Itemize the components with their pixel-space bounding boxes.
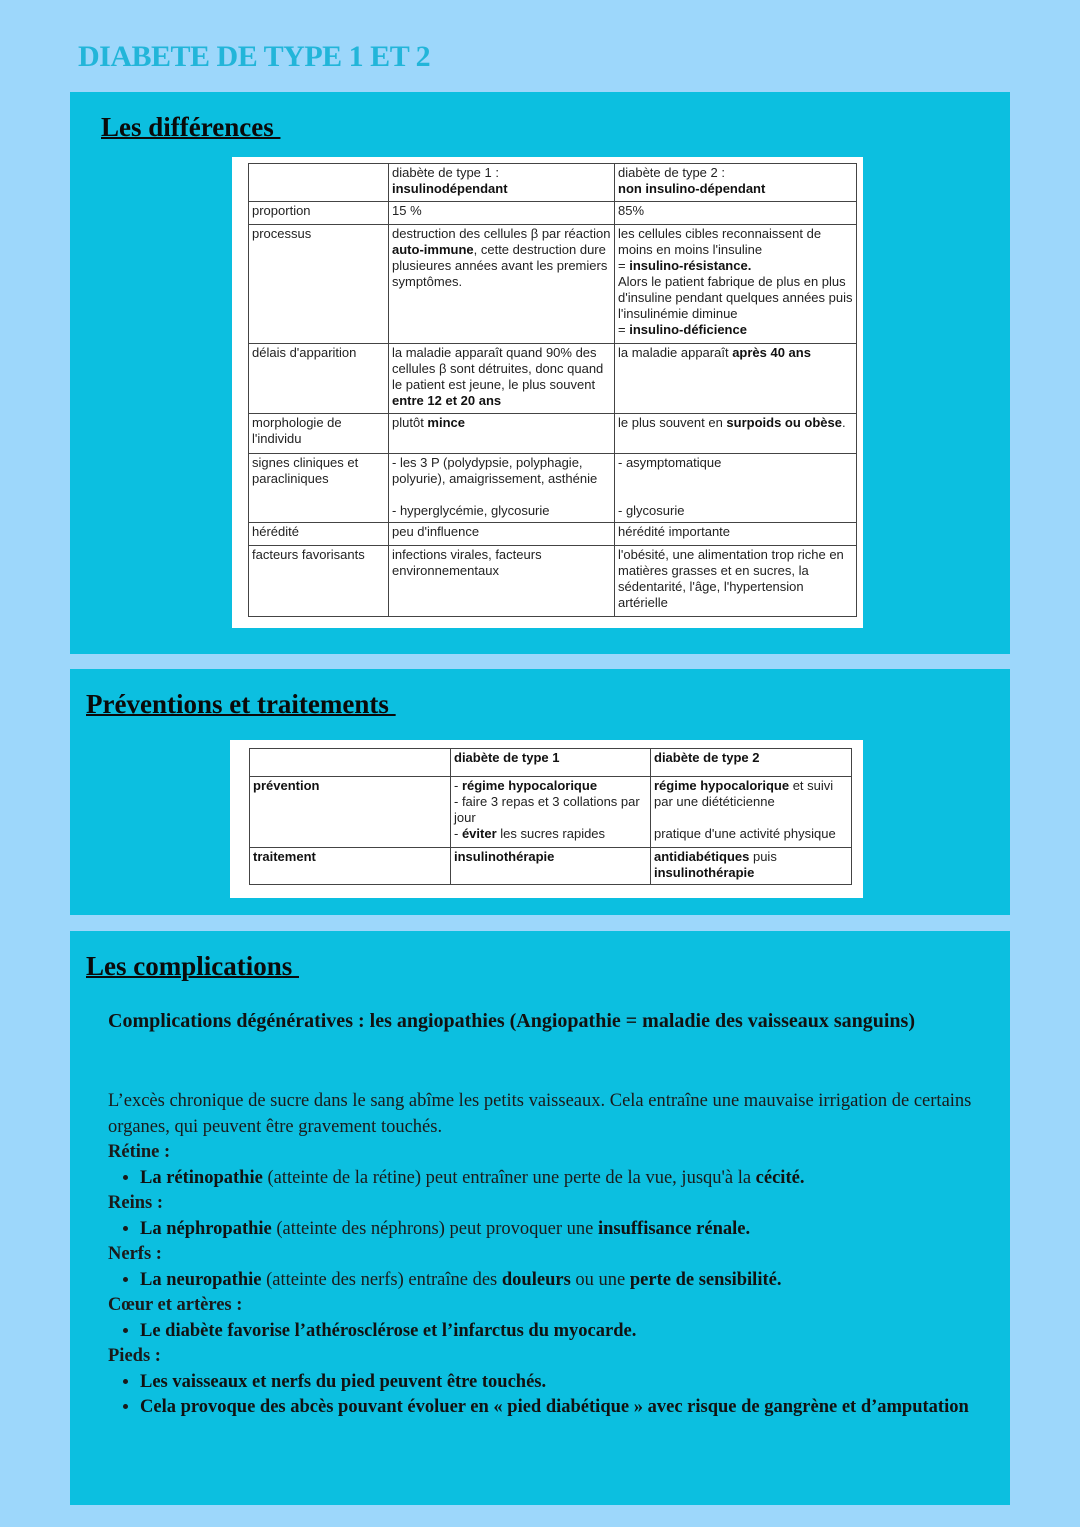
bold-text: entre 12 et 20 ans [392,393,502,408]
text-run: . [841,415,846,430]
bold-text: diabète de type 1 [454,750,560,765]
table-row [249,202,857,225]
table-cell [389,344,615,414]
row-label-cell [249,546,389,617]
text-run: hérédité [252,524,299,539]
text-run: infections virales, facteurs environnementaux [392,547,542,578]
row-label-cell [250,777,451,848]
table-row [249,523,857,546]
list-item [140,1319,998,1345]
section-label: Cœur et artères : [108,1295,243,1315]
bullet-list [108,1268,998,1294]
text-run: (atteinte des nerfs) entraîne des [261,1269,502,1290]
table-row [250,848,852,885]
table-cell [451,777,651,848]
complications-intro: L’excès chronique de sucre dans le sang abîme les petits vaisseaux. Cela entraîne une mauvaise irrigation de certains organes, qui peuvent être gravement touchés. [108,1091,972,1137]
bold-text: insulinothérapie [454,849,555,864]
table-cell [389,164,615,202]
text-run: diabète de type 1 : [392,165,499,180]
table-row [249,225,857,344]
text-run: 85% [618,203,645,218]
bullet-list [108,1217,998,1243]
bold-text: surpoids ou obèse [726,415,842,430]
text-run: , cette destruction dure plusieures années avant les premiers symptômes. [392,242,608,289]
table-cell [651,749,852,777]
complications-heading: Les complications [86,951,299,981]
differences-table [248,163,857,617]
list-item [140,1370,998,1396]
text-run: peu d'influence [392,524,480,539]
bold-text: diabète de type 2 [654,750,760,765]
table-cell [451,749,651,777]
row-label-cell [249,454,389,523]
text-run: processus [252,226,312,241]
text-run: proportion [252,203,311,218]
bold-text: antidiabétiques [654,849,750,864]
text-run: délais d'apparition [252,345,357,360]
bold-text: douleurs [501,1269,571,1290]
table-row [249,454,857,523]
text-run: signes cliniques et paracliniques [252,455,359,486]
list-item [140,1395,998,1421]
differences-panel [70,92,1010,654]
text-run: les sucres rapides [496,826,606,841]
text-run: (atteinte de la rétine) peut entraîner une perte de la vue, jusqu'à la [262,1167,756,1188]
text-run: plutôt [392,415,428,430]
row-label-cell [249,225,389,344]
preventions-table-image [230,740,863,898]
bold-text: auto-immune [392,242,474,257]
bold-text: Le diabète favorise l’athérosclérose et l’infarctus du myocarde. [140,1320,637,1341]
bold-text: La néphropathie [140,1218,272,1239]
table-row [249,344,857,414]
list-item [140,1166,998,1192]
section-label: Nerfs : [108,1244,162,1264]
bullet-list [108,1370,998,1421]
text-run: la maladie apparaît quand 90% des cellules β sont détruites, donc quand le patient est jeune, le plus souvent [392,345,604,392]
table-cell [615,202,857,225]
text-run: facteurs favorisants [252,547,365,562]
bold-text: mince [427,415,465,430]
bold-text: La rétinopathie [140,1167,263,1188]
bold-text: insuffisance rénale. [597,1218,751,1239]
table-header-row [249,164,857,202]
table-cell [389,225,615,344]
list-item [140,1268,998,1294]
text-run: et suivi par une diététicienne pratique d'une activité physique [654,778,836,841]
table-header-row [250,749,852,777]
complications-panel [70,931,1010,1505]
text-run: le plus souvent en [618,415,727,430]
bold-text: insulino-déficience [629,322,747,337]
bold-text: après 40 ans [732,345,811,360]
bullet-list [108,1166,998,1192]
table-cell [389,454,615,523]
complications-sections [108,1140,998,1421]
row-label-cell [249,344,389,414]
table-cell [615,546,857,617]
bold-text: éviter [461,826,497,841]
bold-text: insulino-résistance. [629,258,752,273]
text-run: - les 3 P (polydypsie, polyphagie, polyurie), amaigrissement, asthénie - hyperglycémie, glycosurie [392,455,598,518]
table-cell [389,546,615,617]
differences-table-image [232,157,863,628]
row-label-cell [249,164,389,202]
table-cell [615,454,857,523]
row-label-cell [249,202,389,225]
bold-text: Les vaisseaux et nerfs du pied peuvent être touchés. [140,1371,547,1392]
text-run: - [454,778,462,793]
text-run: 15 % [392,203,422,218]
row-label-cell [249,414,389,454]
bold-text: cécité. [755,1167,805,1188]
differences-heading: Les différences [101,112,281,142]
table-cell [615,164,857,202]
table-row [250,777,852,848]
table-cell [615,523,857,546]
table-row [249,546,857,617]
bold-text: La neuropathie [140,1269,262,1290]
section-label: Rétine : [108,1142,171,1162]
text-run: destruction des cellules β par réaction [392,226,611,241]
bold-text: insulinodépendant [392,181,508,196]
text-run: la maladie apparaît [618,345,733,360]
table-cell [615,414,857,454]
table-cell [651,777,852,848]
complications-body [108,1089,998,1421]
row-label-cell [250,848,451,885]
row-label-cell [249,523,389,546]
text-run: diabète de type 2 : [618,165,725,180]
text-run: (atteinte des néphrons) peut provoquer une [271,1218,598,1239]
bold-text: traitement [253,849,316,864]
bold-text: Cela provoque des abcès pouvant évoluer en « pied diabétique » avec risque de gangrène et d’amputation [140,1397,969,1417]
table-cell [651,848,852,885]
table-row [249,414,857,454]
list-item [140,1217,998,1243]
section-label: Pieds : [108,1346,161,1366]
table-cell [615,225,857,344]
preventions-table [249,748,852,885]
bold-text: régime hypocalorique [654,778,790,793]
row-label-cell [250,749,451,777]
bold-text: régime hypocalorique [461,778,598,793]
text-run: - faire 3 repas et 3 collations par jour - [454,794,640,841]
section-label: Reins : [108,1193,163,1213]
table-cell [451,848,651,885]
text-run: ou une [570,1269,630,1290]
page-title: DIABETE DE TYPE 1 ET 2 [78,40,431,73]
text-run: puis [752,849,777,864]
text-run: hérédité importante [618,524,731,539]
text-run: les cellules cibles reconnaissent de moins en moins l'insuline = [618,226,822,273]
text-run: l'obésité, une alimentation trop riche en matières grasses et en sucres, la sédentarité, l'âge, l'hypertension artérielle [618,547,844,610]
bold-text: non insulino-dépendant [618,181,766,196]
bold-text: insulinothérapie [654,865,755,880]
text-run: Alors le patient fabrique de plus en plus d'insuline pendant quelques années puis l'insulinémie diminue = [618,274,853,337]
table-cell [389,202,615,225]
table-cell [389,523,615,546]
text-run: morphologie de l'individu [252,415,342,446]
table-cell [389,414,615,454]
bold-text: perte de sensibilité. [629,1269,782,1290]
table-cell [615,344,857,414]
complications-subheading: Complications dégénératives : les angiopathies (Angiopathie = maladie des vaisseaux sanguins) [108,1010,916,1032]
bold-text: prévention [253,778,320,793]
preventions-heading: Préventions et traitements [86,689,396,719]
preventions-panel [70,669,1010,915]
text-run: - asymptomatique - glycosurie [618,455,722,518]
bullet-list [108,1319,998,1345]
